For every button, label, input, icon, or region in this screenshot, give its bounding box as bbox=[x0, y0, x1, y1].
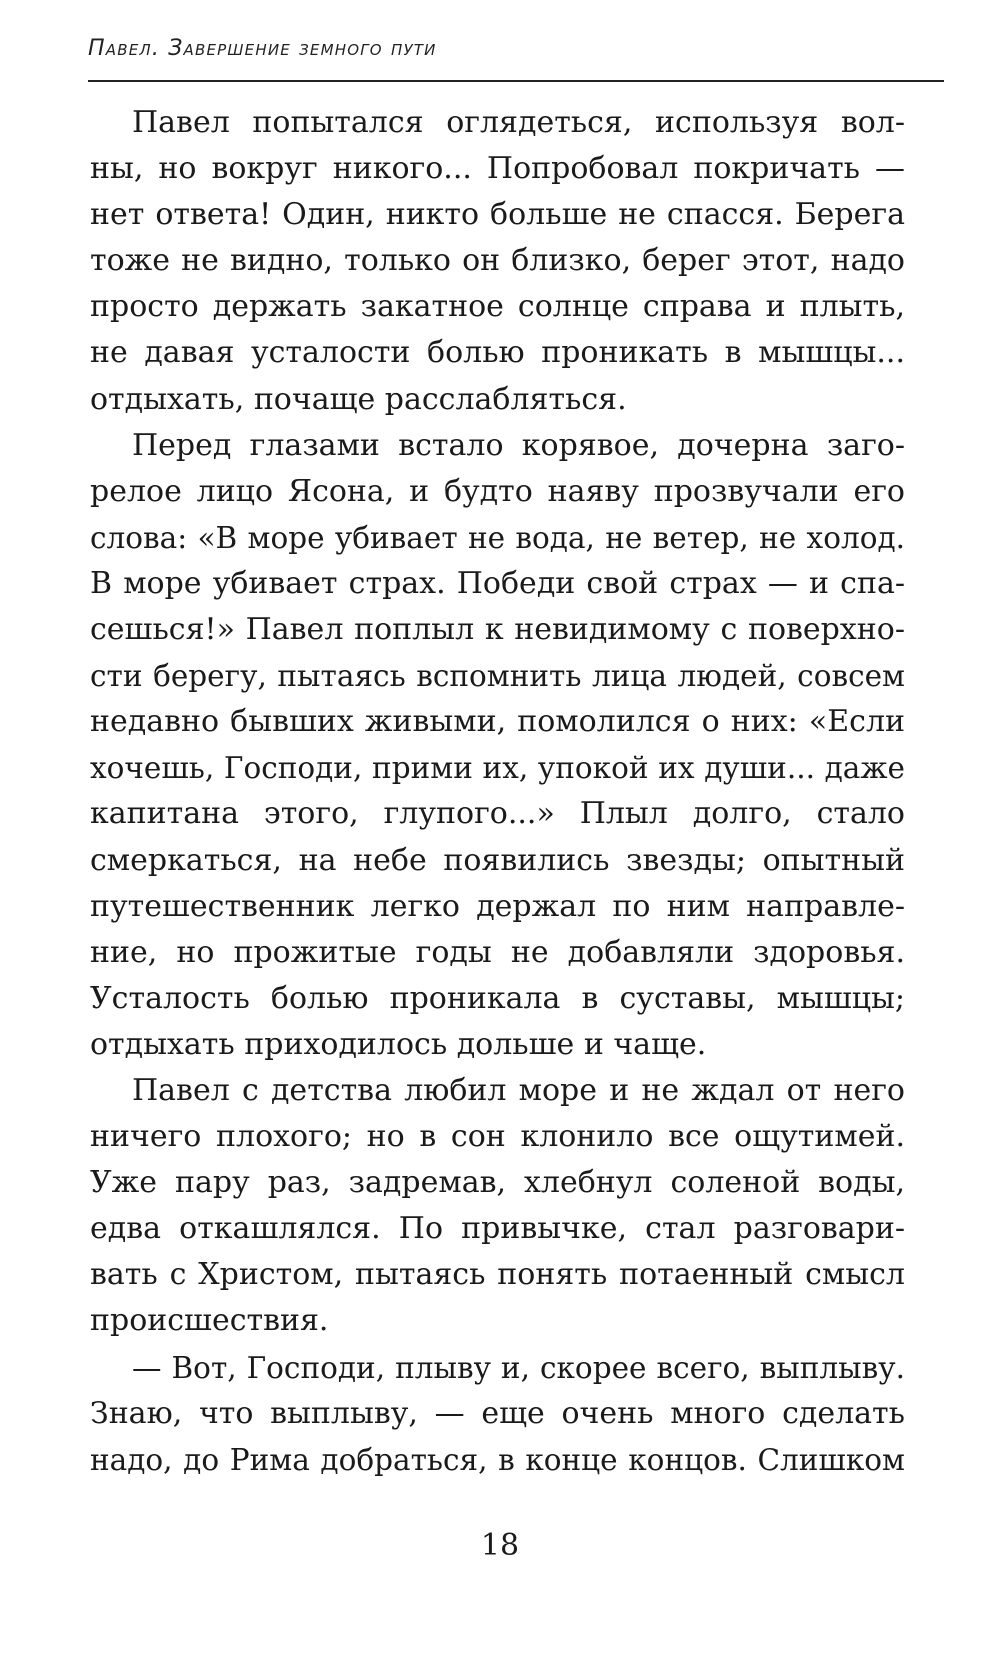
text-line: вать с Христом, пытаясь понять потаенный смысл bbox=[90, 1257, 905, 1293]
paragraph bbox=[90, 100, 905, 423]
text-line: ничего плохого; но в сон клонило все ощутимей. bbox=[90, 1119, 905, 1155]
page-number: 18 bbox=[480, 1528, 520, 1563]
text-line: нет ответа! Один, никто больше не спасся. Берега bbox=[90, 197, 905, 233]
text-line: Павел с детства любил море и не ждал от него bbox=[132, 1072, 905, 1108]
body-text bbox=[90, 100, 905, 1483]
paragraph bbox=[90, 1345, 905, 1483]
header-rule bbox=[88, 80, 944, 82]
text-line: — Вот, Господи, плыву и, скорее всего, выплыву. bbox=[132, 1350, 905, 1385]
text-line: капитана этого, глупого...» Плыл долго, стало bbox=[90, 796, 905, 832]
running-head: Павел. Завершение земного пути bbox=[88, 36, 437, 61]
paragraph bbox=[90, 423, 905, 1068]
text-line: ние, но прожитые годы не добавляли здоровья. bbox=[90, 934, 905, 970]
text-line: слова: «В море убивает не вода, не ветер, не холод. bbox=[90, 520, 905, 555]
text-line: не давая усталости болью проникать в мышцы... bbox=[90, 335, 905, 371]
text-line: Усталость болью проникала в суставы, мышцы; bbox=[90, 980, 905, 1016]
text-line: отдыхать, почаще расслабляться. bbox=[90, 381, 627, 417]
text-line: происшествия. bbox=[90, 1303, 329, 1339]
text-line: Перед глазами встало корявое, дочерна заго- bbox=[132, 427, 905, 463]
text-line: Павел попытался оглядеться, используя вол- bbox=[132, 105, 905, 140]
text-line: смеркаться, на небе появились звезды; опытный bbox=[90, 842, 905, 878]
text-line: сешься!» Павел поплыл к невидимому с поверхно- bbox=[90, 612, 905, 648]
text-line: отдыхать приходилось дольше и чаще. bbox=[90, 1026, 707, 1062]
paragraph bbox=[90, 1068, 905, 1345]
text-line: релое лицо Ясона, и будто наяву прозвучали его bbox=[90, 473, 905, 509]
text-line: Уже пару раз, задремав, хлебнул соленой воды, bbox=[90, 1165, 905, 1201]
text-line: хочешь, Господи, прими их, упокой их души... даже bbox=[90, 751, 905, 786]
text-line: ны, но вокруг никого... Попробовал покричать — bbox=[90, 151, 905, 187]
text-line: Знаю, что выплыву, — еще очень много сделать bbox=[90, 1395, 905, 1431]
text-line: недавно бывших живыми, помолился о них: «Если bbox=[90, 704, 905, 740]
text-line: едва откашлялся. По привычке, стал разговари- bbox=[90, 1211, 905, 1247]
text-line: В море убивает страх. Победи свой страх — и спа- bbox=[90, 565, 905, 601]
text-line: надо, до Рима добраться, в конце концов. Слишком bbox=[90, 1442, 905, 1477]
text-line: сти берегу, пытаясь вспомнить лица людей, совсем bbox=[90, 659, 905, 694]
text-line: просто держать закатное солнце справа и плыть, bbox=[90, 289, 905, 325]
text-line: тоже не видно, только он близко, берег этот, надо bbox=[90, 243, 905, 279]
text-line: путешественник легко держал по ним направле- bbox=[90, 888, 905, 924]
